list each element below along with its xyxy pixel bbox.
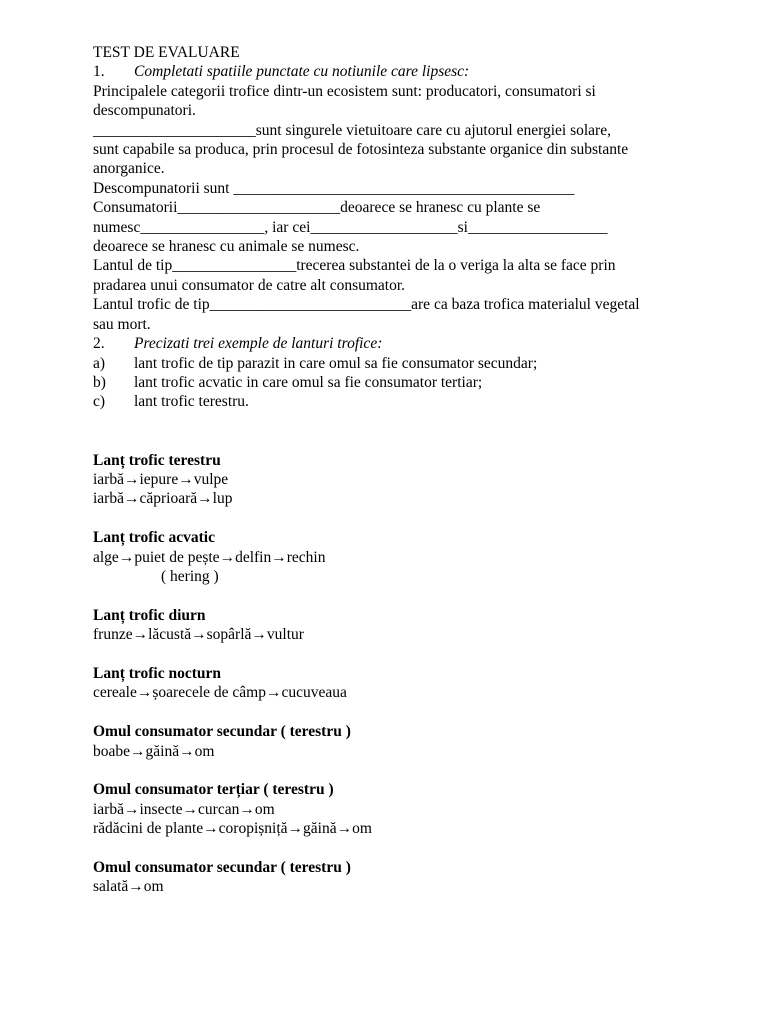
food-chain — [93, 800, 733, 819]
section-heading: Lanț trofic acvatic — [93, 529, 215, 547]
q2-item — [93, 373, 733, 392]
food-chain-item: coropișniță — [218, 820, 288, 838]
food-chain-item: om — [143, 878, 164, 896]
q2-item-marker: c) — [93, 393, 106, 411]
q1-line: Descompunatorii sunt ____________________________________________ — [93, 179, 575, 197]
food-chain-item: rădăcini de plante — [93, 820, 204, 838]
arrow-right-icon: → — [203, 820, 219, 838]
food-chain — [93, 819, 733, 838]
arrow-right-icon: → — [123, 490, 140, 508]
food-chain-item: șoarecele de câmp — [152, 684, 266, 702]
arrow-right-icon: → — [118, 548, 135, 566]
food-chain-item: găină — [303, 820, 337, 838]
food-chain-item: frunze — [93, 626, 133, 644]
question-2-number: 2. — [93, 335, 105, 353]
question-1 — [93, 62, 733, 81]
arrow-right-icon: → — [182, 800, 199, 818]
food-chain — [93, 625, 733, 644]
arrow-right-icon: → — [136, 684, 153, 702]
food-chain-item: salată — [93, 878, 129, 896]
food-chain-item: om — [254, 800, 275, 818]
q1-line: Lantul trofic de tip__________________________are ca baza trofica materialul vegetal — [93, 296, 640, 314]
q1-line: numesc________________, iar cei___________________si__________________ — [93, 218, 608, 236]
food-chain-item: alge — [93, 548, 119, 566]
q1-line: sau mort. — [93, 315, 151, 333]
food-chain-item: căprioară — [139, 490, 198, 508]
section-heading: Lanț trofic terestru — [93, 451, 221, 469]
q1-line: pradarea unui consumator de catre alt consumator. — [93, 276, 406, 294]
food-chain-item: cucuveaua — [281, 684, 347, 702]
food-chain-item: iepure — [139, 470, 179, 488]
q1-line: Principalele categorii trofice dintr-un ecosistem sunt: producatori, consumatori si — [93, 82, 596, 100]
q1-line: deoarece se hranesc cu animale se numesc. — [93, 238, 360, 256]
q2-item-text: lant trofic acvatic in care omul sa fie consumator tertiar; — [134, 373, 483, 391]
arrow-right-icon: → — [219, 548, 236, 566]
food-chain — [93, 683, 733, 702]
question-2-prompt: Precizati trei exemple de lanturi trofice: — [134, 335, 383, 353]
q1-line: _____________________sunt singurele vietuitoare care cu ajutorul energiei solare, — [93, 121, 611, 139]
section-heading: Lanț trofic nocturn — [93, 664, 222, 682]
q1-line: sunt capabile sa produca, prin procesul de fotosinteza substante organice din substante — [93, 141, 629, 159]
food-chain-item: cereale — [93, 684, 137, 702]
spacer — [93, 703, 733, 722]
food-chain — [93, 548, 733, 567]
arrow-right-icon: → — [239, 800, 255, 818]
q2-item-marker: b) — [93, 373, 106, 391]
food-chain — [93, 742, 733, 761]
q1-line: Consumatorii_____________________deoarece se hranesc cu plante se — [93, 199, 541, 217]
food-chain-item: insecte — [139, 800, 183, 818]
spacer — [93, 586, 733, 605]
spacer — [93, 839, 733, 858]
section-heading: Omul consumator secundar ( terestru ) — [93, 723, 351, 741]
food-chain-item: boabe — [93, 742, 131, 760]
arrow-right-icon: → — [265, 684, 282, 702]
arrow-right-icon: → — [132, 626, 149, 644]
arrow-right-icon: → — [271, 548, 287, 566]
q1-line: Lantul de tip________________trecerea substantei de la o veriga la alta se face prin — [93, 257, 616, 275]
q2-item — [93, 392, 733, 411]
food-chain-item: curcan — [198, 800, 240, 818]
food-chain-item: puiet de pește — [134, 548, 220, 566]
food-chain-item: vulpe — [193, 470, 229, 488]
arrow-right-icon: → — [123, 470, 140, 488]
arrow-right-icon: → — [123, 800, 140, 818]
food-chain-sections — [93, 451, 733, 897]
food-chain-item: lup — [212, 490, 233, 508]
spacer — [93, 412, 733, 431]
q2-item-text: lant trofic de tip parazit in care omul sa fie consumator secundar; — [134, 354, 538, 372]
food-chain-item: sopârlă — [206, 626, 252, 644]
arrow-right-icon: → — [178, 470, 194, 488]
spacer — [93, 761, 733, 780]
arrow-right-icon: → — [179, 742, 195, 760]
document-body — [93, 43, 733, 897]
section-heading: Lanț trofic diurn — [93, 606, 206, 624]
food-chain — [93, 489, 733, 508]
spacer — [93, 431, 733, 450]
question-2 — [93, 334, 733, 353]
arrow-right-icon: → — [197, 490, 213, 508]
arrow-right-icon: → — [130, 742, 146, 760]
food-chain-item: iarbă — [93, 800, 124, 818]
section-heading: Omul consumator secundar ( terestru ) — [93, 858, 351, 876]
food-chain-item: om — [352, 820, 372, 838]
arrow-right-icon: → — [287, 820, 304, 838]
q2-item-marker: a) — [93, 354, 106, 372]
arrow-right-icon: → — [191, 626, 207, 644]
spacer — [93, 509, 733, 528]
spacer — [93, 645, 733, 664]
doc-title: TEST DE EVALUARE — [93, 44, 240, 61]
food-chain-item: lăcustă — [148, 626, 192, 644]
arrow-right-icon: → — [128, 878, 144, 896]
food-chain — [93, 877, 733, 896]
q2-item-text: lant trofic terestru. — [134, 393, 249, 411]
chain-note: ( hering ) — [161, 567, 219, 585]
food-chain-item: rechin — [286, 548, 326, 566]
q1-line: descompunatori. — [93, 102, 196, 120]
arrow-right-icon: → — [336, 820, 353, 838]
question-1-prompt: Completati spatiile punctate cu notiunile care lipsesc: — [134, 63, 470, 81]
food-chain-item: vultur — [266, 626, 304, 644]
q2-item — [93, 354, 733, 373]
food-chain-item: om — [194, 742, 215, 760]
food-chain-item: găină — [145, 742, 180, 760]
food-chain-item: delfin — [235, 548, 272, 566]
food-chain-item: iarbă — [93, 470, 124, 488]
section-heading: Omul consumator terțiar ( terestru ) — [93, 781, 334, 799]
q1-line: anorganice. — [93, 160, 165, 178]
arrow-right-icon: → — [251, 626, 267, 644]
food-chain-item: iarbă — [93, 490, 124, 508]
question-1-number: 1. — [93, 63, 105, 81]
food-chain — [93, 470, 733, 489]
